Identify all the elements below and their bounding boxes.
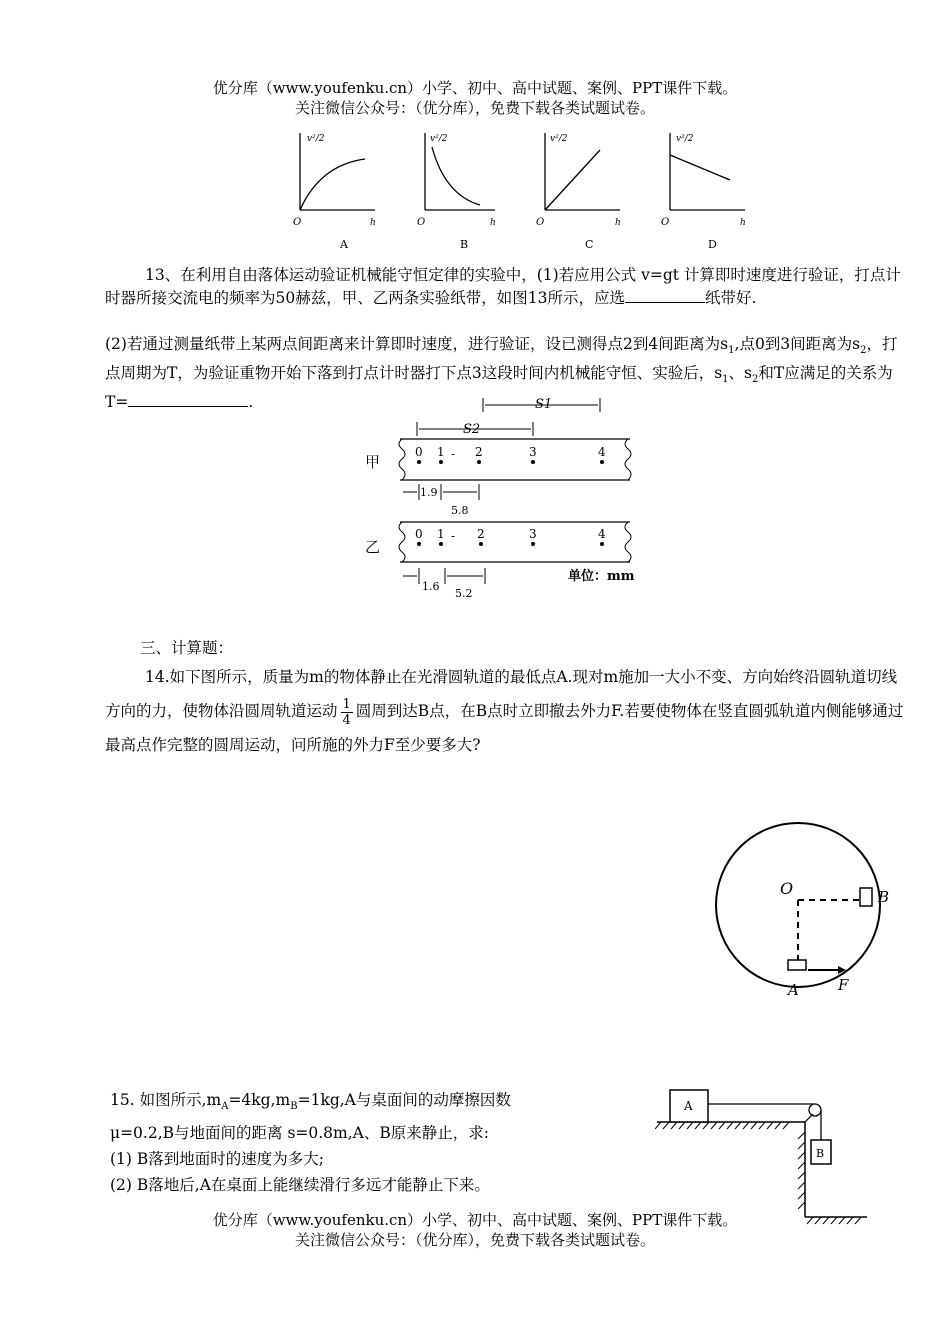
q13-part2: (2)若通过测量纸带上某两点间距离来计算即时速度，进行验证，设已测得点2到4间距离为$s_1$,点0到3间距离为$s_2$，打点周期为T，为验证重物开始下落到打点计时器打下点3这段时间内机械能守恒、实验后，$s_1$、$s_2$和T应满足的关系为T= . [105, 335, 898, 412]
svg-text:5.2: 5.2 [455, 587, 473, 600]
svg-text:h: h [490, 218, 496, 228]
svg-text:4: 4 [598, 527, 606, 541]
svg-text:0: 0 [415, 445, 423, 459]
svg-text:v²/2: v²/2 [430, 134, 448, 144]
footer-line-1: 优分库（www.youfenku.cn）小学、初中、高中试题、案例、PPT课件下载。 [212, 1211, 738, 1229]
svg-text:B: B [816, 1147, 825, 1160]
header-line-2: 关注微信公众号：（优分库），免费下载各类试题试卷。 [294, 99, 655, 117]
svg-text:O: O [780, 879, 794, 898]
svg-text:F: F [838, 976, 849, 994]
svg-text:A: A [788, 981, 799, 999]
circle-track-figure [710, 820, 890, 1000]
q15-line-2: μ=0.2,B与地面间的距离 s=0.8m,A、B原来静止，求: [110, 1124, 489, 1143]
svg-text:S2: S2 [463, 422, 481, 437]
table-pulley-figure [655, 1082, 870, 1227]
svg-text:1.9: 1.9 [420, 486, 438, 499]
svg-text:O: O [293, 217, 302, 228]
svg-text:-: - [451, 529, 456, 543]
q15-text [110, 1087, 650, 1198]
answer-graphs [280, 125, 760, 255]
svg-text:1: 1 [437, 445, 445, 459]
svg-text:单位：mm: 单位：mm [568, 569, 635, 584]
svg-text:乙: 乙 [365, 538, 381, 556]
q13-part1: 13、在利用自由落体运动验证机械能守恒定律的实验中，(1)若应用公式 v=gt 计算即时速度进行验证，打点计时器所接交流电的频率为50赫兹，甲、乙两条实验纸带，如图13所示，应选 纸带好. [105, 266, 901, 307]
svg-text:v²/2: v²/2 [307, 134, 325, 144]
svg-text:2: 2 [477, 527, 485, 541]
graph-d [661, 133, 746, 251]
svg-text:D: D [708, 238, 717, 251]
svg-text:0: 0 [415, 527, 423, 541]
svg-text:h: h [615, 218, 621, 228]
q14-text: 14.如下图所示，质量为m的物体静止在光滑圆轨道的最低点A.现对m施加一大小不变、方向始终沿圆轨道切线方向的力，使物体沿圆周轨道运动 $\frac{1}{4}$ 圆周到达B点，在B点时立即撤去外力F.若要使物体在竖直圆弧轨道内侧能够通过最高点作完整的圆周运动，问所施的外力F至少要多大? [105, 668, 904, 754]
svg-text:B: B [460, 238, 469, 251]
svg-text:O: O [417, 217, 426, 228]
graph-a [293, 133, 376, 251]
graph-c [536, 133, 621, 251]
svg-text:C: C [585, 238, 594, 251]
svg-text:A: A [340, 238, 348, 251]
header-line-1: 优分库（www.youfenku.cn）小学、初中、高中试题、案例、PPT课件下载。 [212, 79, 738, 97]
q15-line-1: 15. 如图所示$,m_A=4kg,m_B=1kg,A$与桌面间的动摩擦因数 [110, 1091, 511, 1113]
q15-line-3: (1) B落到地面时的速度为多大; [110, 1150, 324, 1169]
svg-text:-: - [451, 447, 456, 461]
svg-text:B: B [878, 888, 890, 906]
graph-b [417, 133, 496, 251]
svg-text:O: O [536, 217, 545, 228]
svg-text:1: 1 [437, 527, 445, 541]
svg-text:S1: S1 [535, 397, 553, 412]
svg-text:1.6: 1.6 [422, 580, 440, 593]
svg-text:A: A [684, 1099, 693, 1113]
svg-text:h: h [740, 218, 746, 228]
svg-text:5.8: 5.8 [451, 504, 469, 517]
svg-text:2: 2 [475, 445, 483, 459]
paper-tape-figure [355, 392, 645, 602]
svg-text:甲: 甲 [365, 453, 381, 471]
footer-line-2: 关注微信公众号：（优分库），免费下载各类试题试卷。 [294, 1231, 655, 1249]
svg-text:3: 3 [529, 445, 537, 459]
svg-text:v²/2: v²/2 [550, 134, 568, 144]
svg-text:v²/2: v²/2 [676, 134, 694, 144]
q15-line-4: (2) B落地后,A在桌面上能继续滑行多远才能静止下来。 [110, 1176, 490, 1195]
svg-text:h: h [370, 218, 376, 228]
svg-text:4: 4 [598, 445, 606, 459]
svg-text:O: O [661, 217, 670, 228]
svg-text:3: 3 [529, 527, 537, 541]
section-3-title: 三、计算题： [140, 639, 234, 657]
